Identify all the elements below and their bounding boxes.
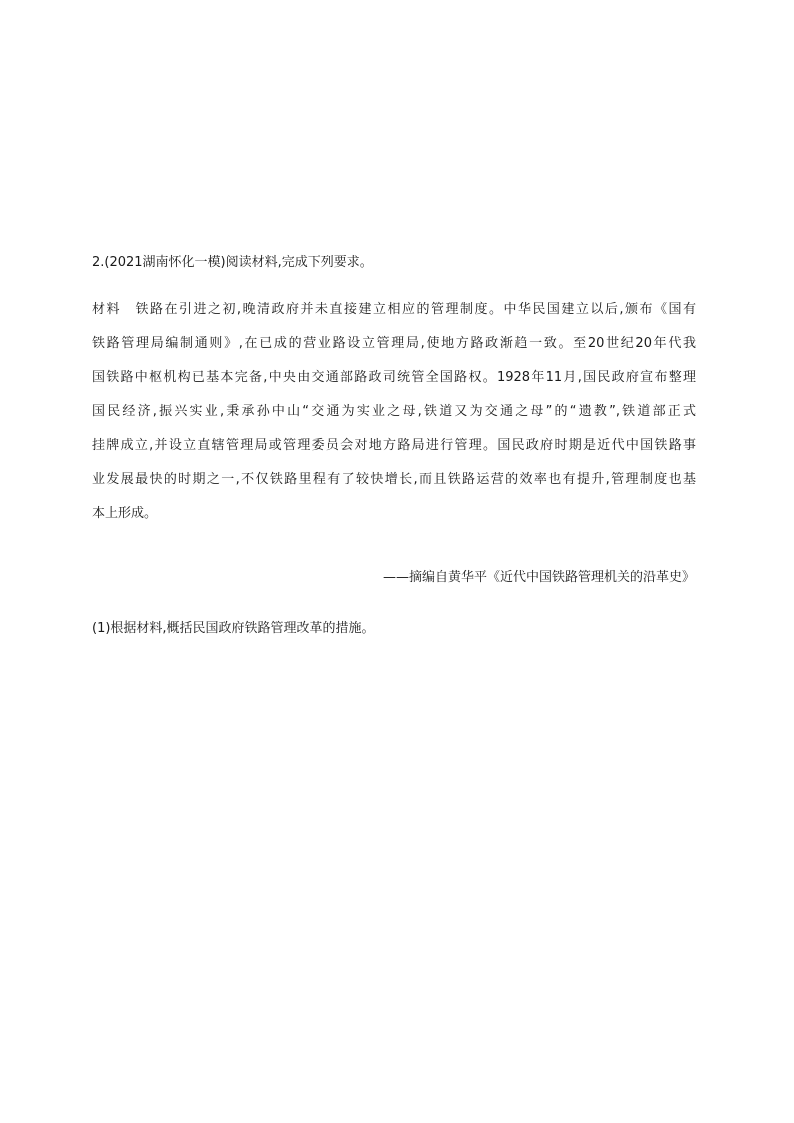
sub-question: (1)根据材料,概括民国政府铁路管理改革的措施。 <box>92 621 375 636</box>
material-line: 国铁路中枢机构已基本完备,中央由交通部路政司统管全国路权。1928年11月,国民政府宣布整理 <box>92 370 696 385</box>
material-line: 本上形成。 <box>92 506 158 521</box>
material-line: 挂牌成立,并设立直辖管理局或管理委员会对地方路局进行管理。国民政府时期是近代中国铁路事 <box>92 438 696 453</box>
material-block <box>92 300 696 538</box>
material-line: 业发展最快的时期之一,不仅铁路里程有了较快增长,而且铁路运营的效率也有提升,管理制度也基 <box>92 472 696 487</box>
material-line: 铁路管理局编制通则》,在已成的营业路设立管理局,使地方路政渐趋一致。至20世纪20年代我 <box>92 336 696 351</box>
question-header: 2.(2021湖南怀化一模)阅读材料,完成下列要求。 <box>92 255 373 270</box>
material-line: 材料 铁路在引进之初,晚清政府并未直接建立相应的管理制度。中华民国建立以后,颁布《国有 <box>92 302 696 317</box>
material-line: 国民经济,振兴实业,秉承孙中山“交通为实业之母,铁道又为交通之母”的“遗教”,铁道部正式 <box>92 404 696 419</box>
material-source: ——摘编自黄华平《近代中国铁路管理机关的沿革史》 <box>382 570 695 585</box>
